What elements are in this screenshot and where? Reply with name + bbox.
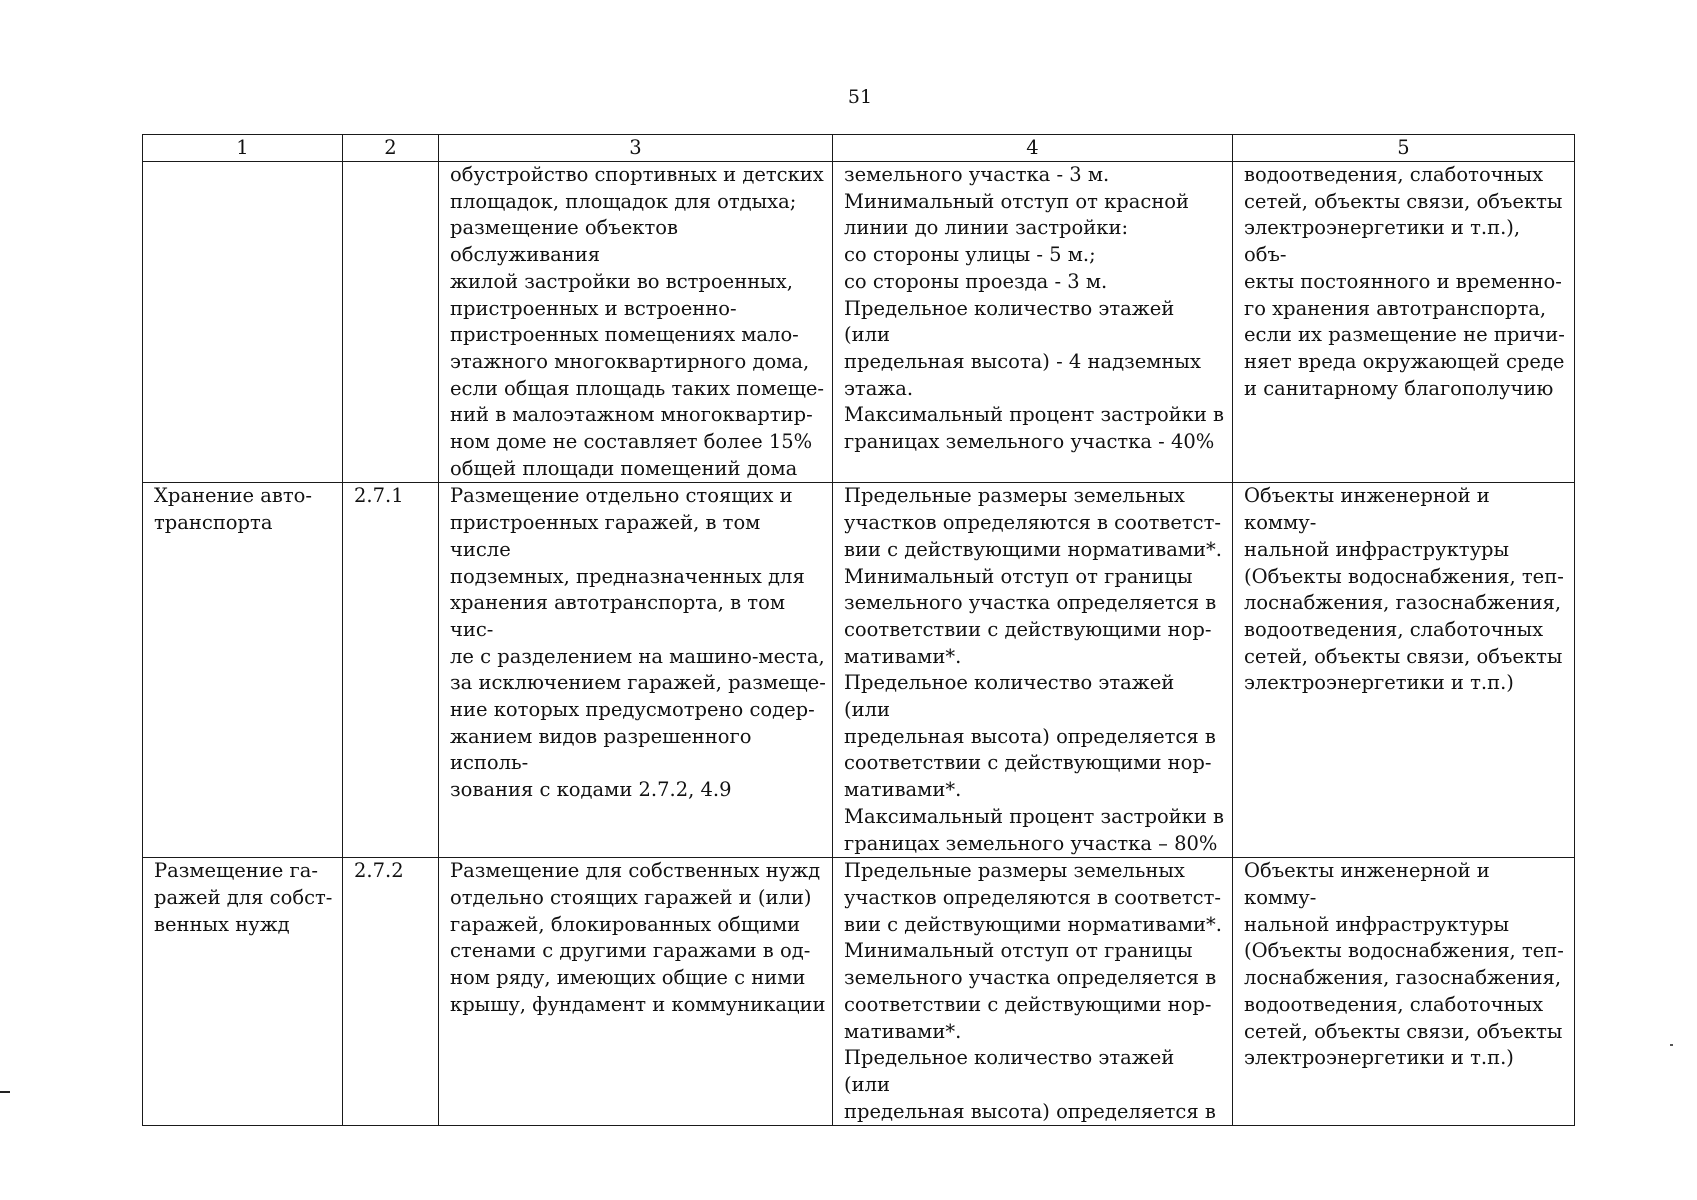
use-parameters-cell: [833, 858, 1233, 1126]
use-description-text: обустройство спортивных и детских площадок, площадок для отдыха; размещение объектов обслуживания жилой застройки во встроенных, пристроенных и встроенно- пристроенных помещениях мало- этажного многоквартирного дома, если общая площадь таких помеще- ний в малоэтажном многоквартир- ном доме не составляет более 15% общей площади помещений дома: [450, 163, 824, 480]
column-header-5: 5: [1233, 135, 1575, 162]
use-code-cell: [343, 483, 439, 858]
use-code-cell: [343, 858, 439, 1126]
use-parameters-cell: [833, 162, 1233, 483]
use-description-text: Размещение для собственных нужд отдельно стоящих гаражей и (или) гаражей, блокированных общими стенами с другими гаражами в од- ном ряду, имеющих общие с ними крышу, фундамент и коммуникации: [450, 859, 826, 1016]
use-code-cell: [343, 162, 439, 483]
page-number: 51: [847, 86, 873, 108]
use-code-text: 2.7.2: [354, 859, 404, 883]
auxiliary-uses-text: водоотведения, слаботочных сетей, объекты связи, объекты электроэнергетики и т.п.), объ- екты постоянного и временно- го хранения автотранспорта, если их размещение не причи- няет вреда окружающей среде и санитарному благополучию: [1244, 163, 1565, 400]
column-header-1: 1: [143, 135, 343, 162]
scan-edge-mark: [0, 1091, 10, 1093]
auxiliary-uses-text: Объекты инженерной и комму- нальной инфраструктуры (Объекты водоснабжения, теп- лоснабжения, газоснабжения, водоотведения, слаботочных сетей, объекты связи, объекты электроэнергетики и т.п.): [1244, 484, 1564, 695]
use-parameters-cell: [833, 483, 1233, 858]
land-use-table: [142, 134, 1575, 1126]
column-header-2: 2: [343, 135, 439, 162]
use-parameters-text: земельного участка - 3 м. Минимальный отступ от красной линии до линии застройки: со стороны улицы - 5 м.; со стороны проезда - 3 м. Предельное количество этажей (или предельная высота) - 4 надземных этажа. Максимальный процент застройки в границах земельного участка - 40%: [844, 163, 1225, 454]
use-name-cell: [143, 858, 343, 1126]
use-code-text: 2.7.1: [354, 484, 404, 508]
use-name-cell: [143, 162, 343, 483]
auxiliary-uses-cell: [1233, 162, 1575, 483]
column-header-4: 4: [833, 135, 1233, 162]
use-name-cell: [143, 483, 343, 858]
table-header-row: [143, 135, 1575, 162]
use-description-cell: [439, 483, 833, 858]
use-description-text: Размещение отдельно стоящих и пристроенных гаражей, в том числе подземных, предназначенных для хранения автотранспорта, в том чис- ле с разделением на машино-места, за исключением гаражей, размеще- ние которых предусмотрено содер- жанием видов разрешенного исполь- зования с кодами 2.7.2, 4.9: [450, 484, 826, 802]
table-row: [143, 858, 1575, 1126]
table-row: [143, 162, 1575, 483]
table-row: [143, 483, 1575, 858]
auxiliary-uses-cell: [1233, 858, 1575, 1126]
use-parameters-text: Предельные размеры земельных участков определяются в соответст- вии с действующими нормативами*. Минимальный отступ от границы земельного участка определяется в соответствии с действующими нор- мативами*. Предельное количество этажей (или предельная высота) определяется в соответствии с действующими нор- мативами*. Максимальный процент застройки в границах земельного участка – 80%: [844, 484, 1225, 855]
scan-dust-mark: [1670, 1044, 1673, 1046]
auxiliary-uses-cell: [1233, 483, 1575, 858]
use-name-text: Размещение га- ражей для собст- венных нужд: [154, 859, 333, 936]
use-description-cell: [439, 162, 833, 483]
use-description-cell: [439, 858, 833, 1126]
column-header-3: 3: [439, 135, 833, 162]
use-parameters-text: Предельные размеры земельных участков определяются в соответст- вии с действующими нормативами*. Минимальный отступ от границы земельного участка определяется в соответствии с действующими нор- мативами*. Предельное количество этажей (или предельная высота) определяется в: [844, 859, 1222, 1123]
auxiliary-uses-text: Объекты инженерной и комму- нальной инфраструктуры (Объекты водоснабжения, теп- лоснабжения, газоснабжения, водоотведения, слаботочных сетей, объекты связи, объекты электроэнергетики и т.п.): [1244, 859, 1564, 1070]
use-name-text: Хранение авто- транспорта: [154, 484, 312, 535]
